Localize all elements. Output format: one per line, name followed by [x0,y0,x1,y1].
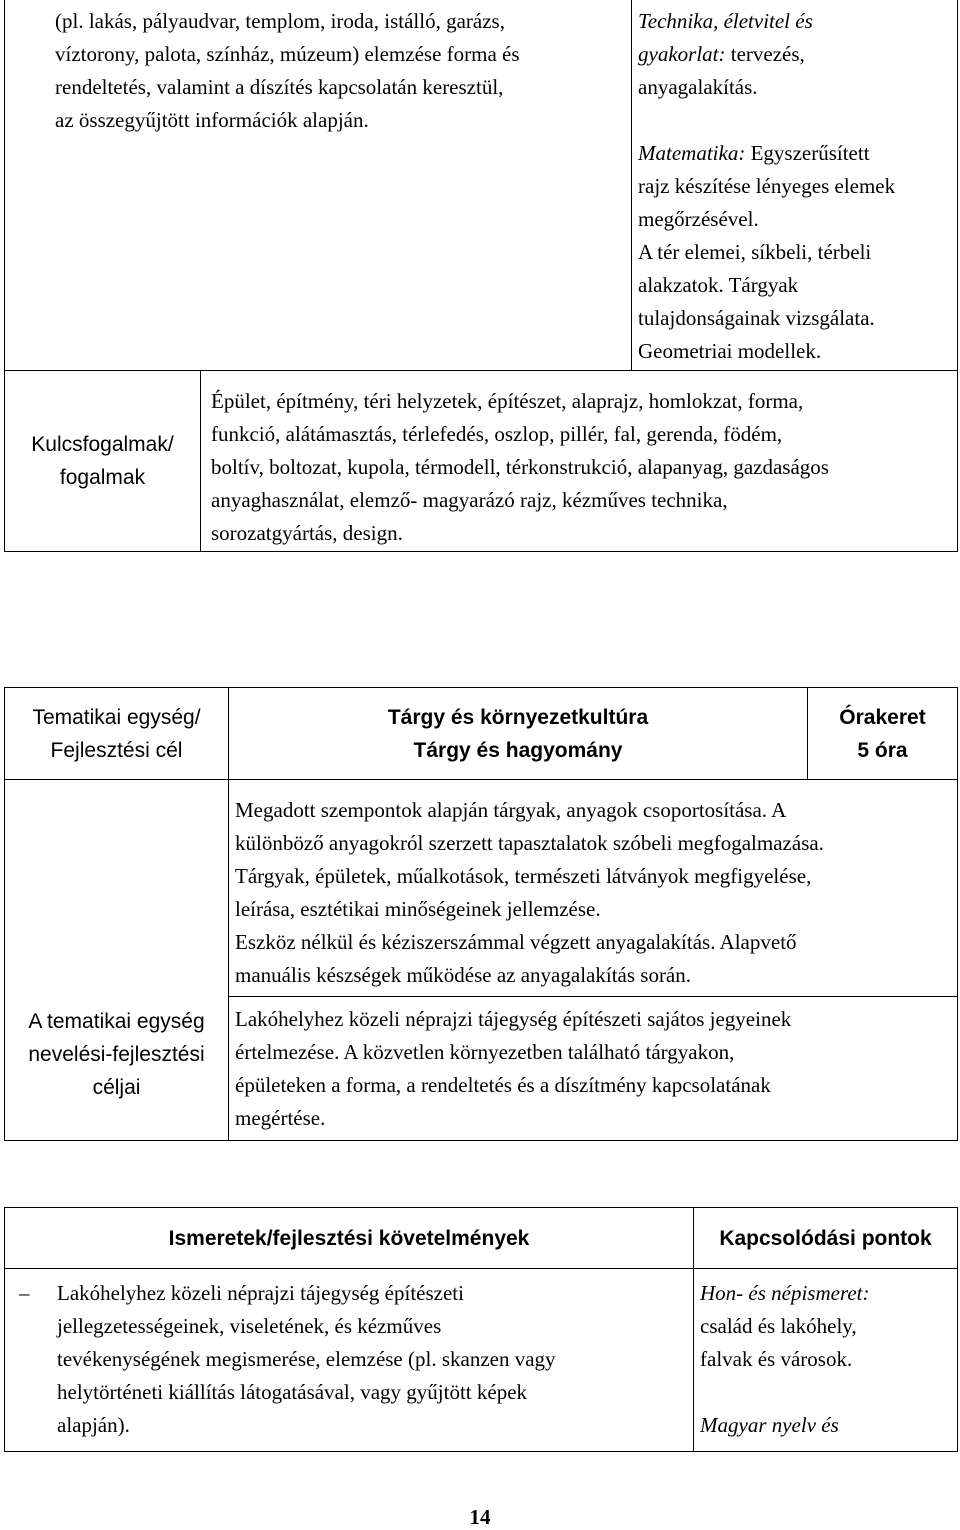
matek-line: Matematika: Egyszerűsített [638,141,870,165]
page-number: 14 [469,1505,491,1529]
text-line: az összegyűjtött információk alapján. [55,108,369,132]
text-line: falvak és városok. [700,1347,853,1371]
text-line: épületeken a forma, a rendeltetés és a díszítmény kapcsolatának [235,1073,771,1097]
text-line: helytörténeti kiállítás látogatásával, vagy gyűjtött képek [57,1380,528,1404]
text-line: leírása, esztétikai minőségeinek jellemzése. [235,897,601,921]
text-line: értelmezése. A közvetlen környezetben található tárgyakon, [235,1040,735,1064]
technika-label: Technika, életvitel és [638,9,813,33]
label-line: Fejlesztési cél [50,738,183,762]
text-line: Lakóhelyhez közeli néprajzi tájegység építészeti sajátos jegyeinek [235,1007,792,1031]
text-line: jellegzetességeinek, viseletének, és kézműves [57,1314,442,1338]
cell-connection-points [694,1269,958,1452]
development-goals [229,997,957,1135]
unit-subtitle: Tárgy és hagyomány [413,738,623,762]
text-line: Megadott szempontok alapján tárgyak, anyagok csoportosítása. A [235,798,787,822]
header-label: Ismeretek/fejlesztési követelmények [168,1226,530,1250]
hours-value: 5 óra [857,738,908,762]
text-line: Tárgyak, épületek, műalkotások, természeti látványok megfigyelése, [235,864,812,888]
prior-knowledge [229,780,957,997]
cell-connections [632,0,958,371]
cell-goals-label [5,780,229,1141]
subject-label: Magyar nyelv és [700,1413,839,1437]
text-line: megértése. [235,1106,326,1130]
cell-examples [5,0,632,371]
cell-requirements-header [5,1208,694,1269]
text-line: Geometriai modellek. [638,339,822,363]
cell-key-concepts [201,371,958,552]
cell-unit-title [229,688,808,780]
text-line: megőrzésével. [638,207,759,231]
cell-thematic-unit-label [5,688,229,780]
cell-key-concepts-label [5,371,201,552]
cell-requirements [5,1269,694,1452]
text-line: Lakóhelyhez közeli néprajzi tájegység építészeti [57,1281,464,1305]
cell-hours [808,688,958,780]
text-line: manuális készségek működése az anyagalakítás során. [235,963,692,987]
curriculum-table-top [4,0,958,552]
unit-title: Tárgy és környezetkultúra [387,705,649,729]
technika-line: gyakorlat: tervezés, [638,42,805,66]
text-line: tevékenységének megismerése, elemzése (pl. skanzen vagy [57,1347,556,1371]
label-line: fogalmak [59,466,146,489]
text-line: A tér elemei, síkbeli, térbeli [638,240,872,264]
requirements-table [4,1207,958,1452]
text-line: (pl. lakás, pályaudvar, templom, iroda, istálló, garázs, [55,9,505,33]
label-line: A tematikai egység [28,1010,205,1033]
text-line: boltív, boltozat, kupola, térmodell, térkonstrukció, alapanyag, gazdaságos [211,455,829,479]
text-line: különböző anyagokról szerzett tapasztalatok szóbeli megfogalmazása. [235,831,824,855]
label-line: Kulcsfogalmak/ [31,433,174,456]
text-line: sorozatgyártás, design. [211,521,403,545]
bullet-dash: – [19,1281,30,1305]
text-line: anyagalakítás. [638,75,758,99]
text-line: alapján). [57,1413,130,1437]
text-line: Épület, építmény, téri helyzetek, építészet, alaprajz, homlokzat, forma, [211,389,804,413]
hours-label: Órakeret [839,705,926,729]
cell-connections-header [694,1208,958,1269]
text-line: tulajdonságainak vizsgálata. [638,306,875,330]
label-line: nevelési-fejlesztési [28,1043,205,1066]
label-line: Tematikai egység/ [32,705,201,729]
label-line: céljai [92,1076,141,1099]
subject-label: Hon- és népismeret: [700,1281,870,1305]
text-line: víztorony, palota, színház, múzeum) elemzése forma és [55,42,520,66]
text-line: rajz készítése lényeges elemek [638,174,896,198]
header-label: Kapcsolódási pontok [719,1226,932,1250]
text-line: Eszköz nélkül és kéziszerszámmal végzett anyagalakítás. Alapvető [235,930,797,954]
text-line: funkció, alátámasztás, térlefedés, oszlop, pillér, fal, gerenda, födém, [211,422,783,446]
text-line: alakzatok. Tárgyak [638,273,799,297]
text-line: anyaghasználat, elemző- magyarázó rajz, kézműves technika, [211,488,728,512]
text-line: rendeltetés, valamint a díszítés kapcsolatán keresztül, [55,75,504,99]
text-line: család és lakóhely, [700,1314,857,1338]
thematic-unit-table [4,687,958,1141]
cell-prior-and-goals [229,780,958,1141]
